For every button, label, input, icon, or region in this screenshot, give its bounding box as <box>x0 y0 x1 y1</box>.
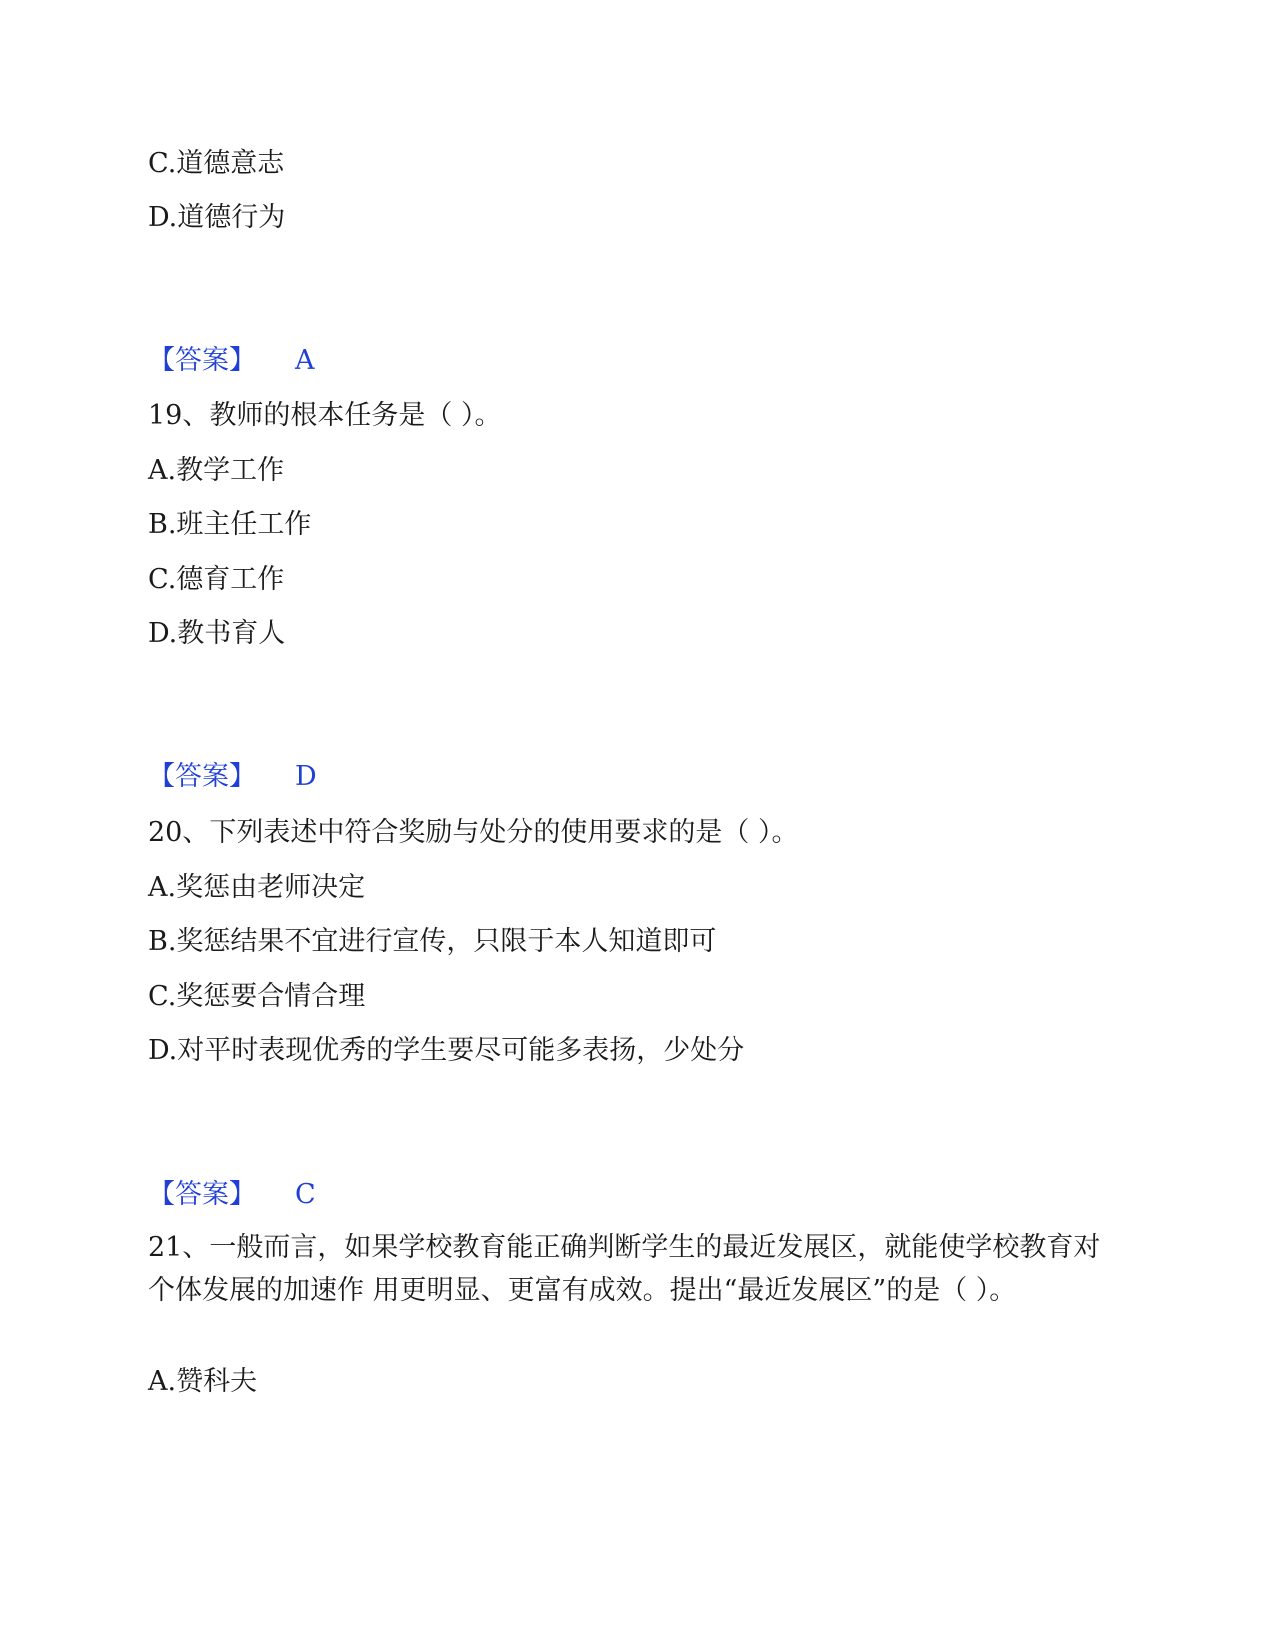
q20-answer <box>148 1175 316 1215</box>
answer-label: 【答案】 <box>148 1179 256 1210</box>
answer-value: D <box>295 761 317 792</box>
q21-stem: 21、一般而言，如果学校教育能正确判断学生的最近发展区，就能使学校教育对个体发展的加速作 用更明显、更富有成效。提出“最近发展区”的是（ ）。 <box>148 1232 1101 1306</box>
q19-option-b: B.班主任工作 <box>148 509 312 540</box>
answer-label: 【答案】 <box>148 345 256 376</box>
q21-option-a: A.赞科夫 <box>148 1366 258 1397</box>
answer-label: 【答案】 <box>148 761 256 792</box>
q18-answer <box>148 341 315 381</box>
q19-answer <box>148 757 317 797</box>
q19-option-c: C.德育工作 <box>148 564 285 595</box>
q18-option-c: C.道德意志 <box>148 148 285 179</box>
q19-stem: 19、教师的根本任务是（ ）。 <box>148 400 502 431</box>
q20-stem: 20、下列表述中符合奖励与处分的使用要求的是（ ）。 <box>148 817 799 848</box>
q20-option-b: B.奖惩结果不宜进行宣传，只限于本人知道即可 <box>148 926 717 957</box>
q19-option-a: A.教学工作 <box>148 455 285 486</box>
q19-option-d: D.教书育人 <box>148 618 286 649</box>
q18-option-d: D.道德行为 <box>148 202 286 233</box>
q20-option-c: C.奖惩要合情合理 <box>148 981 366 1012</box>
q20-option-a: A.奖惩由老师决定 <box>148 872 366 903</box>
q20-option-d: D.对平时表现优秀的学生要尽可能多表扬，少处分 <box>148 1035 745 1066</box>
answer-value: A <box>295 345 315 376</box>
answer-value: C <box>295 1179 316 1210</box>
